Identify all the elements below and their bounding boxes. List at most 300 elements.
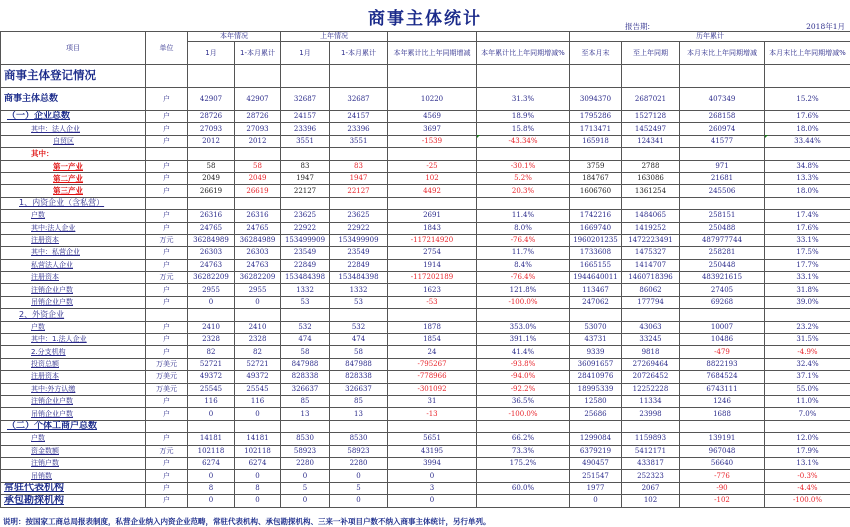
table-cell: 0: [330, 495, 388, 507]
table-cell: 36282209: [235, 272, 281, 284]
table-cell: 83: [330, 160, 388, 172]
table-cell: 0: [388, 495, 477, 507]
row-unit: 户: [146, 259, 188, 271]
table-cell: -301092: [388, 383, 477, 395]
table-cell: 1947: [330, 172, 388, 184]
table-cell: 153484398: [281, 272, 330, 284]
table-cell: 82: [188, 346, 235, 358]
table-cell: 73.3%: [477, 445, 570, 457]
table-cell: [188, 197, 235, 209]
row-label: 其中：法人企业: [1, 123, 146, 135]
table-cell: 121.8%: [477, 284, 570, 296]
table-cell: 102118: [235, 445, 281, 457]
table-cell: 33245: [622, 334, 680, 346]
table-cell: -100.0%: [477, 296, 570, 308]
table-cell: 3: [388, 482, 477, 494]
table-cell: 17.4%: [765, 210, 850, 222]
table-cell: 32.4%: [765, 358, 850, 370]
statistics-table: [0, 31, 850, 508]
table-cell: 1484065: [622, 210, 680, 222]
row-unit: 户: [146, 172, 188, 184]
table-cell: [235, 197, 281, 209]
table-cell: -13: [388, 408, 477, 420]
row-unit: 万元: [146, 445, 188, 457]
table-cell: -100.0%: [477, 408, 570, 420]
table-cell: 17.6%: [765, 111, 850, 123]
table-cell: 23396: [281, 123, 330, 135]
table-cell: 85: [330, 395, 388, 407]
table-cell: 13: [281, 408, 330, 420]
table-cell: [570, 420, 622, 432]
table-row: [1, 185, 850, 197]
section-title: 商事主体登记情况: [1, 65, 146, 88]
table-cell: 24: [388, 346, 477, 358]
row-label: 1、内资企业（含私营）: [1, 197, 146, 209]
table-cell: 33.44%: [765, 135, 850, 147]
table-cell: 1795286: [570, 111, 622, 123]
table-cell: 0: [281, 470, 330, 482]
table-cell: 1669740: [570, 222, 622, 234]
table-cell: -4.4%: [765, 482, 850, 494]
table-cell: 490457: [570, 457, 622, 469]
table-cell: 258151: [680, 210, 765, 222]
table-cell: 37.1%: [765, 371, 850, 383]
table-row: [1, 284, 850, 296]
table-cell: 17.9%: [765, 445, 850, 457]
table-cell: 0: [388, 470, 477, 482]
row-label: 其中:外方认缴: [1, 383, 146, 395]
table-cell: -117214920: [388, 234, 477, 246]
table-cell: 5: [330, 482, 388, 494]
row-label: 注册资本: [1, 371, 146, 383]
table-cell: -776: [680, 470, 765, 482]
table-cell: 1947: [281, 172, 330, 184]
row-unit: 万美元: [146, 358, 188, 370]
table-cell: 24763: [235, 259, 281, 271]
table-cell: 27093: [235, 123, 281, 135]
table-cell: [622, 197, 680, 209]
table-row: [1, 197, 850, 209]
page-title: 商事主体统计: [0, 4, 850, 29]
table-cell: 53: [281, 296, 330, 308]
table-row: [1, 420, 850, 432]
table-cell: [235, 420, 281, 432]
row-unit: 户: [146, 185, 188, 197]
table-cell: 247062: [570, 296, 622, 308]
row-label: 商事主体总数: [1, 88, 146, 111]
row-label: 其中：私营企业: [1, 247, 146, 259]
table-cell: 58923: [330, 445, 388, 457]
table-cell: 1843: [388, 222, 477, 234]
empty-cell: [235, 65, 281, 88]
table-cell: 5651: [388, 433, 477, 445]
row-unit: 户: [146, 433, 188, 445]
table-cell: 58: [188, 160, 235, 172]
row-unit: 户: [146, 160, 188, 172]
table-cell: 3551: [281, 135, 330, 147]
row-label: （一）企业总数: [1, 111, 146, 123]
table-cell: 6274: [188, 457, 235, 469]
table-cell: 163086: [622, 172, 680, 184]
row-unit: 户: [146, 346, 188, 358]
table-cell: 15.2%: [765, 88, 850, 111]
table-cell: 0: [330, 470, 388, 482]
table-cell: -90: [680, 482, 765, 494]
table-cell: [622, 148, 680, 160]
table-cell: 31: [388, 395, 477, 407]
table-cell: 391.1%: [477, 334, 570, 346]
table-cell: 268158: [680, 111, 765, 123]
row-unit: 户: [146, 88, 188, 111]
table-cell: 49372: [188, 371, 235, 383]
table-row: [1, 346, 850, 358]
header-this-year: 本年情况: [188, 32, 281, 42]
row-unit: [146, 197, 188, 209]
table-cell: [188, 309, 235, 321]
table-row: [1, 445, 850, 457]
table-cell: 13.1%: [765, 457, 850, 469]
table-cell: 8530: [330, 433, 388, 445]
row-unit: 户: [146, 284, 188, 296]
table-cell: 4569: [388, 111, 477, 123]
table-row: [1, 296, 850, 308]
empty-cell: [765, 65, 850, 88]
table-cell: 15.8%: [477, 123, 570, 135]
table-cell: 6274: [235, 457, 281, 469]
table-cell: 5412171: [622, 445, 680, 457]
table-cell: 20.3%: [477, 185, 570, 197]
table-cell: [388, 148, 477, 160]
table-cell: 23625: [330, 210, 388, 222]
row-label: 其中：1.法人企业: [1, 334, 146, 346]
table-cell: 0: [235, 296, 281, 308]
table-cell: 1960201235: [570, 234, 622, 246]
table-cell: 24157: [330, 111, 388, 123]
table-cell: 36.5%: [477, 395, 570, 407]
table-cell: 6743111: [680, 383, 765, 395]
table-cell: 23625: [281, 210, 330, 222]
table-cell: 22127: [330, 185, 388, 197]
table-cell: 31.8%: [765, 284, 850, 296]
table-cell: [235, 148, 281, 160]
table-cell: 113467: [570, 284, 622, 296]
table-cell: 22922: [330, 222, 388, 234]
row-unit: [146, 148, 188, 160]
table-cell: 66.2%: [477, 433, 570, 445]
table-cell: -94.0%: [477, 371, 570, 383]
table-cell: 2049: [235, 172, 281, 184]
table-cell: 58: [330, 346, 388, 358]
table-cell: 353.0%: [477, 321, 570, 333]
table-cell: [330, 197, 388, 209]
table-row: [1, 111, 850, 123]
table-cell: [477, 495, 570, 507]
table-cell: 24765: [235, 222, 281, 234]
table-cell: 52721: [188, 358, 235, 370]
table-cell: 2049: [188, 172, 235, 184]
table-cell: 847988: [330, 358, 388, 370]
column-header: 1月: [188, 42, 235, 65]
table-cell: 847988: [281, 358, 330, 370]
table-row: [1, 247, 850, 259]
table-cell: 2788: [622, 160, 680, 172]
table-cell: 41.4%: [477, 346, 570, 358]
row-label: 户数: [1, 321, 146, 333]
table-row: [1, 309, 850, 321]
table-cell: [680, 197, 765, 209]
table-cell: 13.3%: [765, 172, 850, 184]
row-unit: 户: [146, 457, 188, 469]
table-cell: 26619: [188, 185, 235, 197]
table-cell: 1854: [388, 334, 477, 346]
table-cell: 165918: [570, 135, 622, 147]
table-cell: 1878: [388, 321, 477, 333]
empty-cell: [570, 65, 622, 88]
table-cell: 27269464: [622, 358, 680, 370]
table-cell: 2687021: [622, 88, 680, 111]
table-cell: 1742216: [570, 210, 622, 222]
table-cell: 23.2%: [765, 321, 850, 333]
empty-cell: [146, 65, 188, 88]
table-cell: [388, 309, 477, 321]
table-cell: 1332: [281, 284, 330, 296]
row-unit: 户: [146, 495, 188, 507]
table-cell: 250488: [680, 222, 765, 234]
table-cell: 3759: [570, 160, 622, 172]
table-cell: -43.34%: [477, 135, 570, 147]
table-row: [1, 272, 850, 284]
row-label: 注销户数: [1, 457, 146, 469]
table-row: [1, 470, 850, 482]
table-cell: 1475327: [622, 247, 680, 259]
table-cell: 1460718396: [622, 272, 680, 284]
row-label: 第二产业: [1, 172, 146, 184]
table-cell: 245506: [680, 185, 765, 197]
table-row: [1, 259, 850, 271]
table-cell: [477, 420, 570, 432]
row-unit: 户: [146, 321, 188, 333]
table-cell: [281, 148, 330, 160]
table-cell: 22922: [281, 222, 330, 234]
table-cell: 21681: [680, 172, 765, 184]
table-cell: 1713471: [570, 123, 622, 135]
table-cell: 23998: [622, 408, 680, 420]
row-label: 注销企业户数: [1, 284, 146, 296]
empty-cell: [388, 65, 477, 88]
table-cell: -93.8%: [477, 358, 570, 370]
table-cell: 483921615: [680, 272, 765, 284]
table-cell: 967048: [680, 445, 765, 457]
table-cell: 13: [330, 408, 388, 420]
table-cell: 7684524: [680, 371, 765, 383]
row-label: 户数: [1, 433, 146, 445]
table-cell: 0: [188, 408, 235, 420]
table-cell: 971: [680, 160, 765, 172]
row-unit: 万元: [146, 272, 188, 284]
table-cell: 23549: [330, 247, 388, 259]
table-cell: 11.4%: [477, 210, 570, 222]
table-cell: [622, 420, 680, 432]
table-cell: 14181: [235, 433, 281, 445]
row-label: 户数: [1, 210, 146, 222]
table-cell: [570, 148, 622, 160]
table-cell: [281, 420, 330, 432]
table-cell: 43731: [570, 334, 622, 346]
header-item: 项目: [1, 32, 146, 65]
table-cell: 42907: [235, 88, 281, 111]
table-cell: 2410: [188, 321, 235, 333]
row-unit: 户: [146, 135, 188, 147]
table-cell: [477, 309, 570, 321]
table-cell: [188, 420, 235, 432]
table-cell: 52721: [235, 358, 281, 370]
table-cell: 17.6%: [765, 222, 850, 234]
table-cell: -53: [388, 296, 477, 308]
table-row: [1, 123, 850, 135]
table-cell: 27405: [680, 284, 765, 296]
table-cell: 474: [330, 334, 388, 346]
table-row: [1, 135, 850, 147]
table-cell: 8: [188, 482, 235, 494]
table-row: [1, 172, 850, 184]
table-cell: -795267: [388, 358, 477, 370]
table-cell: 102118: [188, 445, 235, 457]
table-cell: 3551: [330, 135, 388, 147]
table-cell: 1688: [680, 408, 765, 420]
comment-marker-icon: [477, 135, 480, 138]
row-unit: 户: [146, 334, 188, 346]
table-cell: [281, 197, 330, 209]
table-cell: 10007: [680, 321, 765, 333]
table-cell: 1733608: [570, 247, 622, 259]
table-cell: 1419252: [622, 222, 680, 234]
table-cell: [570, 309, 622, 321]
table-cell: 532: [330, 321, 388, 333]
table-row: [1, 334, 850, 346]
table-cell: 24765: [188, 222, 235, 234]
row-unit: 万元: [146, 234, 188, 246]
table-cell: [765, 197, 850, 209]
table-cell: 251547: [570, 470, 622, 482]
row-label: 私营法人企业: [1, 259, 146, 271]
column-header: 至上年同期: [622, 42, 680, 65]
table-row: [1, 210, 850, 222]
table-cell: 39.0%: [765, 296, 850, 308]
table-cell: 55.0%: [765, 383, 850, 395]
table-cell: 18.9%: [477, 111, 570, 123]
table-cell: 27093: [188, 123, 235, 135]
row-label: 吊销企业户数: [1, 408, 146, 420]
table-cell: 1665155: [570, 259, 622, 271]
table-cell: 1606760: [570, 185, 622, 197]
table-cell: 0: [188, 495, 235, 507]
empty-cell: [188, 65, 235, 88]
table-cell: 42907: [188, 88, 235, 111]
table-cell: [330, 420, 388, 432]
table-cell: 1623: [388, 284, 477, 296]
table-cell: 31.5%: [765, 334, 850, 346]
header-blank: [477, 32, 570, 42]
row-label: 吊销数: [1, 470, 146, 482]
empty-cell: [622, 65, 680, 88]
table-cell: 20726452: [622, 371, 680, 383]
table-cell: 28726: [235, 111, 281, 123]
table-cell: 828338: [330, 371, 388, 383]
table-cell: 828338: [281, 371, 330, 383]
table-cell: 175.2%: [477, 457, 570, 469]
row-label: 其中:法人企业: [1, 222, 146, 234]
table-cell: [680, 420, 765, 432]
table-cell: 124341: [622, 135, 680, 147]
table-cell: 36284989: [188, 234, 235, 246]
table-cell: 153484398: [330, 272, 388, 284]
table-cell: 86062: [622, 284, 680, 296]
table-cell: 3994: [388, 457, 477, 469]
table-cell: 12580: [570, 395, 622, 407]
table-cell: 326637: [330, 383, 388, 395]
table-cell: 1527128: [622, 111, 680, 123]
table-cell: 153499909: [330, 234, 388, 246]
header-history: 历年累计: [570, 32, 850, 42]
empty-cell: [477, 65, 570, 88]
table-cell: [622, 309, 680, 321]
table-cell: 1299084: [570, 433, 622, 445]
table-row: [1, 433, 850, 445]
table-cell: 23549: [281, 247, 330, 259]
table-cell: [680, 309, 765, 321]
comment-marker-icon: [765, 135, 768, 138]
table-cell: 8.0%: [477, 222, 570, 234]
table-cell: 9339: [570, 346, 622, 358]
column-header: 1-本月累计: [330, 42, 388, 65]
row-unit: 户: [146, 482, 188, 494]
table-cell: 36282209: [188, 272, 235, 284]
table-cell: 2754: [388, 247, 477, 259]
table-cell: 1452497: [622, 123, 680, 135]
row-label: 第三产业: [1, 185, 146, 197]
table-cell: 10486: [680, 334, 765, 346]
table-cell: 12.0%: [765, 433, 850, 445]
table-cell: 177794: [622, 296, 680, 308]
row-unit: 万美元: [146, 383, 188, 395]
table-row: [1, 408, 850, 420]
table-cell: 32687: [281, 88, 330, 111]
table-cell: -76.4%: [477, 234, 570, 246]
table-cell: -30.1%: [477, 160, 570, 172]
table-cell: -92.2%: [477, 383, 570, 395]
table-cell: 116: [188, 395, 235, 407]
table-cell: 6379219: [570, 445, 622, 457]
table-cell: [680, 148, 765, 160]
table-row: [1, 321, 850, 333]
table-cell: 83: [281, 160, 330, 172]
table-cell: 153499909: [281, 234, 330, 246]
table-cell: 2955: [235, 284, 281, 296]
table-cell: 1361254: [622, 185, 680, 197]
table-cell: 0: [235, 470, 281, 482]
empty-cell: [330, 65, 388, 88]
column-header: 至本月末: [570, 42, 622, 65]
table-cell: 58923: [281, 445, 330, 457]
table-cell: [477, 148, 570, 160]
table-cell: 0: [235, 495, 281, 507]
table-cell: 2955: [188, 284, 235, 296]
table-row: [1, 383, 850, 395]
table-cell: 3697: [388, 123, 477, 135]
table-cell: [388, 420, 477, 432]
table-row: [1, 148, 850, 160]
table-cell: 36091657: [570, 358, 622, 370]
